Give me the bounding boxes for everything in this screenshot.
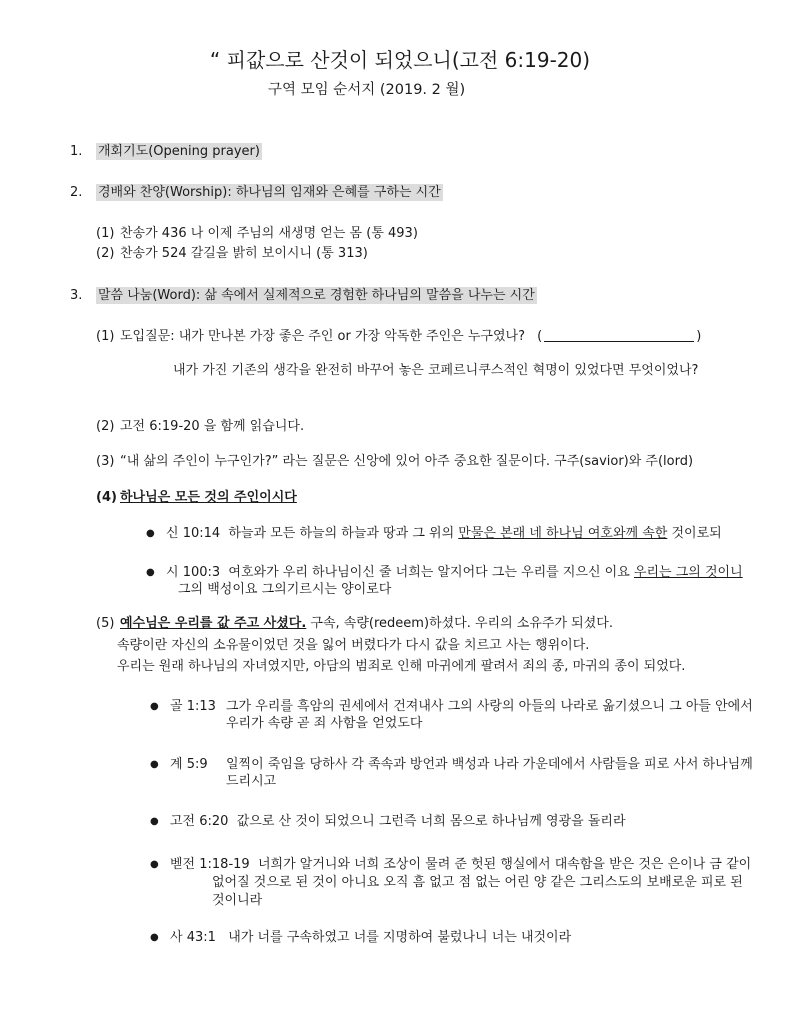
item-number: (1)	[96, 226, 115, 241]
verse-ref: 시 100:3	[166, 565, 221, 580]
blank-close: )	[696, 329, 702, 344]
item-number: (2)	[96, 246, 115, 261]
section-heading: 개회기도(Opening prayer)	[98, 144, 260, 159]
section-number: 2.	[70, 185, 83, 200]
verse-1pet-1-18	[170, 856, 751, 874]
section-1	[70, 143, 262, 161]
item-heading: 예수님은 우리를 값 주고 사셨다.	[120, 616, 307, 631]
verse-text: 일찍이 죽임을 당하사 각 족속과 방언과 백성과 나라 가운데에서 사람들을 피로 사서 하나님께	[226, 757, 753, 772]
verse-1cor-6-20	[170, 813, 626, 831]
blank-open: (	[537, 329, 543, 344]
verse-continuation: 드리시고	[226, 774, 277, 789]
verse-ref: 신 10:14	[166, 526, 221, 541]
verse-continuation: 그의 백성이요 그의기르시는 양이로다	[178, 582, 392, 597]
question-1-line2: 내가 가진 기존의 생각을 완전히 바꾸어 놓은 코페르니쿠스적인 혁명이 있었다면 무엇이었나?	[173, 363, 699, 378]
question-4	[96, 489, 297, 507]
question-1	[96, 328, 701, 346]
page-subtitle: 구역 모임 순서지 (2019. 2 월)	[268, 82, 466, 98]
section-heading: 경배와 찬양(Worship): 하나님의 임재와 은혜를 구하는 시간	[98, 185, 441, 200]
verse-text: 값으로 산 것이 되었으니 그런즉 너희 몸으로 하나님께 영광을 돌리라	[236, 814, 626, 829]
verse-rev-5-9	[170, 756, 753, 774]
item-number: (2)	[96, 419, 115, 434]
verse-ref: 고전 6:20	[170, 814, 229, 829]
verse-continuation: 없어질 것으로 된 것이 아니요 오직 흠 없고 점 없는 어린 양 같은 그리스도의 보배로운 피로 된	[212, 875, 743, 890]
verse-continuation: 우리가 속량 곧 죄 사함을 얻었도다	[226, 716, 423, 731]
item-text: 도입질문: 내가 만나본 가장 좋은 주인 or 가장 악독한 주인은 누구였나?	[120, 329, 525, 344]
question-5-line3: 우리는 원래 하나님의 자녀였지만, 아담의 범죄로 인해 마귀에게 팔려서 죄의 종, 마귀의 종이 되었다.	[117, 659, 686, 674]
bullet-icon: ●	[150, 932, 159, 943]
verse-text: 것이로되	[667, 526, 722, 541]
item-text: 찬송가 524 갈길을 밝히 보이시니 (통 313)	[120, 246, 368, 261]
verse-text: 내가 너를 구속하였고 너를 지명하여 불렀나니 너는 내것이라	[228, 930, 572, 945]
question-5-line2: 속량이란 자신의 소유물이었던 것을 잃어 버렸다가 다시 값을 치르고 사는 행위이다.	[117, 638, 590, 653]
verse-isa-43-1	[170, 929, 571, 947]
bullet-icon: ●	[146, 528, 155, 539]
verse-deut-10-14	[166, 525, 722, 543]
item-text: 구속, 속량(redeem)하셨다. 우리의 소유주가 되셨다.	[306, 616, 613, 631]
bullet-icon: ●	[150, 816, 159, 827]
question-5	[96, 615, 613, 633]
section-heading: 말씀 나눔(Word): 삶 속에서 실제적으로 경험한 하나님의 말씀을 나누는 시간	[98, 288, 535, 303]
question-3	[96, 453, 693, 471]
item-number: (1)	[96, 329, 115, 344]
section-number: 3.	[70, 288, 83, 303]
hymn-item	[96, 225, 418, 243]
section-number: 1.	[70, 144, 83, 159]
item-number: (5)	[96, 616, 115, 631]
verse-text-underlined: 우리는 그의 것이니	[633, 565, 743, 580]
item-number: (4)	[96, 490, 117, 505]
verse-text: 그가 우리를 흑암의 권세에서 건져내사 그의 사랑의 아들의 나라로 옮기셨으니 그 아들 안에서	[226, 699, 753, 714]
bullet-icon: ●	[150, 701, 159, 712]
bullet-icon: ●	[150, 759, 159, 770]
item-heading: 하나님은 모든 것의 주인이시다	[120, 490, 297, 505]
verse-ref: 골 1:13	[170, 699, 216, 714]
verse-ref: 계 5:9	[170, 757, 208, 772]
verse-text: 너희가 알거니와 너희 조상이 물려 준 헛된 행실에서 대속함을 받은 것은 은이나 금 같이	[257, 857, 752, 872]
section-2	[70, 184, 443, 202]
hymn-item	[96, 245, 368, 263]
bullet-icon: ●	[146, 567, 155, 578]
item-text: “내 삶의 주인이 누구인가?” 라는 질문은 신앙에 있어 아주 중요한 질문이다. 구주(savior)와 주(lord)	[120, 454, 694, 469]
section-3	[70, 287, 537, 305]
page-title: “ 피값으로 산것이 되었으니(고전 6:19-20)	[209, 48, 591, 72]
bullet-icon: ●	[150, 859, 159, 870]
verse-continuation: 것이니라	[212, 893, 263, 908]
item-text: 찬송가 436 나 이제 주님의 새생명 얻는 몸 (통 493)	[120, 226, 418, 241]
verse-ref: 사 43:1	[170, 930, 216, 945]
verse-text: 하늘과 모든 하늘의 하늘과 땅과 그 위의	[228, 526, 459, 541]
answer-blank[interactable]	[544, 328, 694, 342]
item-number: (3)	[96, 454, 115, 469]
item-text: 고전 6:19-20 을 함께 읽습니다.	[120, 419, 305, 434]
verse-text-underlined: 만물은 본래 네 하나님 여호와께 속한	[458, 526, 668, 541]
verse-ps-100-3	[166, 564, 743, 582]
verse-text: 여호와가 우리 하나님이신 줄 너희는 알지어다 그는 우리를 지으신 이요	[228, 565, 634, 580]
verse-col-1-13	[170, 698, 753, 716]
question-2	[96, 418, 304, 436]
verse-ref: 벧전 1:18-19	[170, 857, 250, 872]
